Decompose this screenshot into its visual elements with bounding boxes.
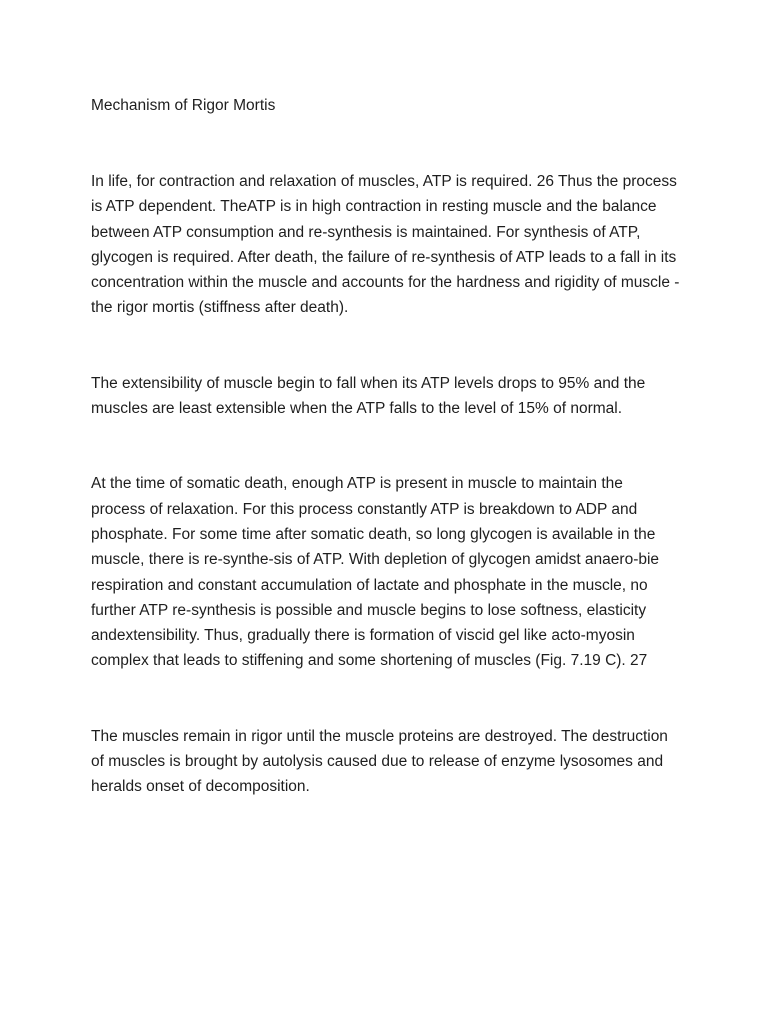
paragraph-extensibility: The extensibility of muscle begin to fall when its ATP levels drops to 95% and the muscles are least extensible when the ATP falls to the level of 15% of normal.: [91, 374, 646, 418]
paragraph-rigor-resolution: The muscles remain in rigor until the muscle proteins are destroyed. The destruction of muscles is brought by autolysis caused due to release of enzyme lysosomes and heralds onset of decomposition.: [91, 727, 668, 796]
paragraph-somatic-death: At the time of somatic death, enough ATP is present in muscle to maintain the process of relaxation. For this process constantly ATP is breakdown to ADP and phosphate. For some time after somatic death, so long glycogen is available in the muscle, there is re-synthe-sis of ATP. With depletion of glycogen amidst anaero-bie respiration and constant accumulation of lactate and phosphate in the muscle, no further ATP re-synthesis is possible and muscle begins to lose softness, elasticity andextensibility. Thus, gradually there is formation of viscid gel like acto-myosin complex that leads to stiffening and some shortening of muscles (Fig. 7.19 C). 27: [91, 475, 660, 670]
document-title: Mechanism of Rigor Mortis: [91, 97, 276, 114]
paragraph-atp-requirement: In life, for contraction and relaxation of muscles, ATP is required. 26 Thus the process is ATP dependent. TheATP is in high contraction in resting muscle and the balance between ATP consumption and re-synthesis is maintained. For synthesis of ATP, glycogen is required. After death, the failure of re-synthesis of ATP leads to a fall in its concentration within the muscle and accounts for the hardness and rigidity of muscle - the rigor mortis (stiffness after death).: [91, 173, 680, 317]
document-body: [91, 93, 681, 800]
